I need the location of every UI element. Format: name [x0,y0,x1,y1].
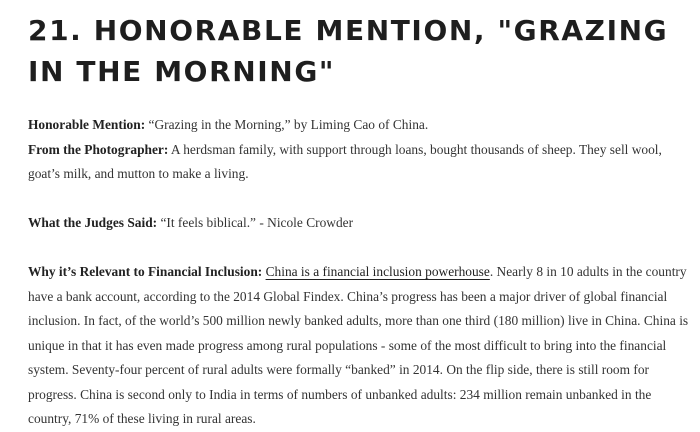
relevance-text: . Nearly 8 in 10 adults in the country have a bank account, according to the 2014 Global Findex. China’s progress has been a major driver of global financial inclusion. In fact, of the world’s 500 million newly banked adults, more than one third (180 million) live in China. China is unique in that it has even made progress among rural populations - some of the most difficult to bring into the financial system. Seventy-four percent of rural adults were formally “banked” in 2014. On the flip side, there is still room for progress. China is second only to India in terms of numbers of unbanked adults: 234 million remain unbanked in the country, 71% of these living in rural areas. [28,264,689,426]
judges-text: “It feels biblical.” - Nicole Crowder [157,215,354,230]
judges-label: What the Judges Said: [28,215,158,230]
photographer-text: A herdsman family, with support through loans, bought thousands of sheep. They sell wool, goat’s milk, and mutton to make a living. [28,141,662,181]
honorable-mention-paragraph [28,113,690,138]
headline: 21. HONORABLE MENTION, "GRAZING IN THE MORNING" [28,14,669,88]
article-body [28,113,690,432]
honorable-mention-label: Honorable Mention: [28,117,146,132]
article-page [28,0,690,426]
photographer-paragraph [28,138,690,187]
relevance-paragraph [28,260,690,432]
paragraph-spacer [28,236,690,261]
financial-inclusion-link[interactable]: China is a financial inclusion powerhouse [265,264,490,279]
judges-paragraph [28,211,690,236]
honorable-mention-text: “Grazing in the Morning,” by Liming Cao of China. [145,117,429,132]
photographer-label: From the Photographer: [28,141,169,157]
relevance-label: Why it’s Relevant to Financial Inclusion: [28,264,263,279]
paragraph-spacer [28,187,690,212]
